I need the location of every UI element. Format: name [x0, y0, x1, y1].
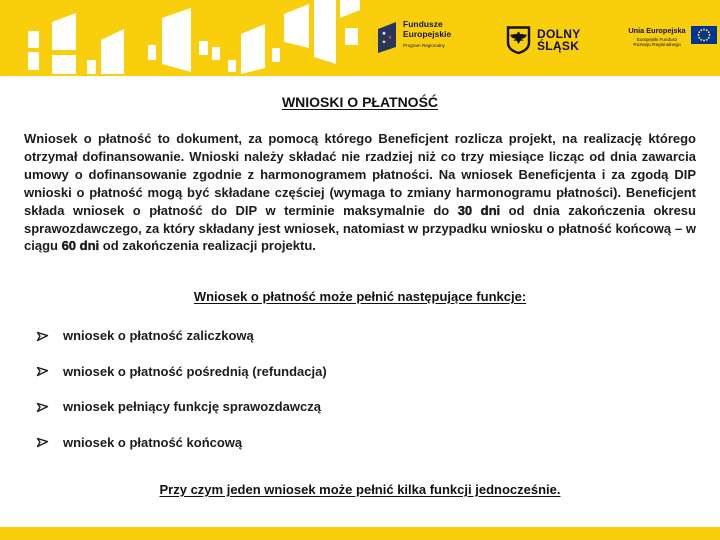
unia-europejska-logo: [628, 26, 717, 48]
list-item: [36, 435, 327, 450]
eu-flag-icon: [691, 26, 717, 44]
list-item-label: wniosek o płatność końcową: [63, 434, 243, 450]
logo-row: [0, 0, 720, 76]
ue-logo-line2: Europejski Fundusz Rozwoju Regionalnego: [633, 37, 681, 48]
paragraph-segment: od dnia zakończenia okresu sprawozdawczego, za który składany jest wniosek, natomiast w przypadku wniosku o płatność końcową – w ciągu: [24, 202, 696, 254]
paragraph-bold-segment: 60 dni: [61, 238, 100, 254]
page-title: WNIOSKI O PŁATNOŚĆ: [281, 94, 439, 110]
header-band: [0, 0, 720, 76]
list-item-label: wniosek o płatność pośrednią (refundacja): [63, 363, 327, 379]
fe-logo-line3: Program Regionalny: [403, 43, 445, 48]
arrow-bullet-icon: [36, 330, 49, 342]
list-item-label: wniosek o płatność zaliczkową: [63, 328, 254, 343]
functions-subtitle: Wniosek o płatność może pełnić następujące funkcje:: [193, 289, 527, 304]
closing-line: Przy czym jeden wniosek może pełnić kilka funkcji jednocześnie.: [159, 482, 561, 497]
body-paragraph: [24, 130, 696, 255]
ds-logo-line2: ŚLĄSK: [537, 38, 580, 53]
paragraph-bold-segment: 30 dni: [457, 202, 501, 218]
list-item-label: wniosek pełniący funkcję sprawozdawczą: [63, 399, 321, 414]
list-item: [36, 364, 327, 379]
paragraph-segment: Wniosek o płatność to dokument, za pomocą którego Beneficjent rozlicza projekt, na realizację którego otrzymał dofinansowanie. Wnioski należy składać nie rzadziej niż co trzy miesiące licząc od dnia zawarcia umowy o dofinansowanie zgodnie z harmonogramem płatności. Na wniosek Beneficjenta i za zgodą DIP wnioski o płatność mogą być składane częściej (wymaga to zmiany harmonogramu płatności). Beneficjent składa wniosek o płatność do DIP w terminie maksymalnie do: [24, 131, 696, 218]
list-item: [36, 328, 327, 343]
fe-logo-line2: Europejskie: [403, 28, 452, 39]
eagle-shield-icon: [506, 26, 531, 55]
arrow-bullet-icon: [36, 401, 49, 413]
paragraph-segment: od zakończenia realizacji projektu.: [99, 238, 316, 254]
function-list: [36, 328, 327, 470]
ue-logo-line1: Unia Europejska: [628, 26, 686, 35]
footer-strip: [0, 527, 720, 540]
arrow-bullet-icon: [36, 365, 49, 377]
list-item: [36, 399, 327, 414]
arrow-bullet-icon: [36, 436, 49, 448]
ds-logo-line1: DOLNY: [537, 27, 581, 41]
fe-logo-line1: Fundusze: [403, 19, 443, 29]
fe-flag-icon: [376, 20, 398, 54]
fundusze-europejskie-logo: [376, 20, 451, 54]
dolny-slask-logo: [506, 26, 581, 55]
